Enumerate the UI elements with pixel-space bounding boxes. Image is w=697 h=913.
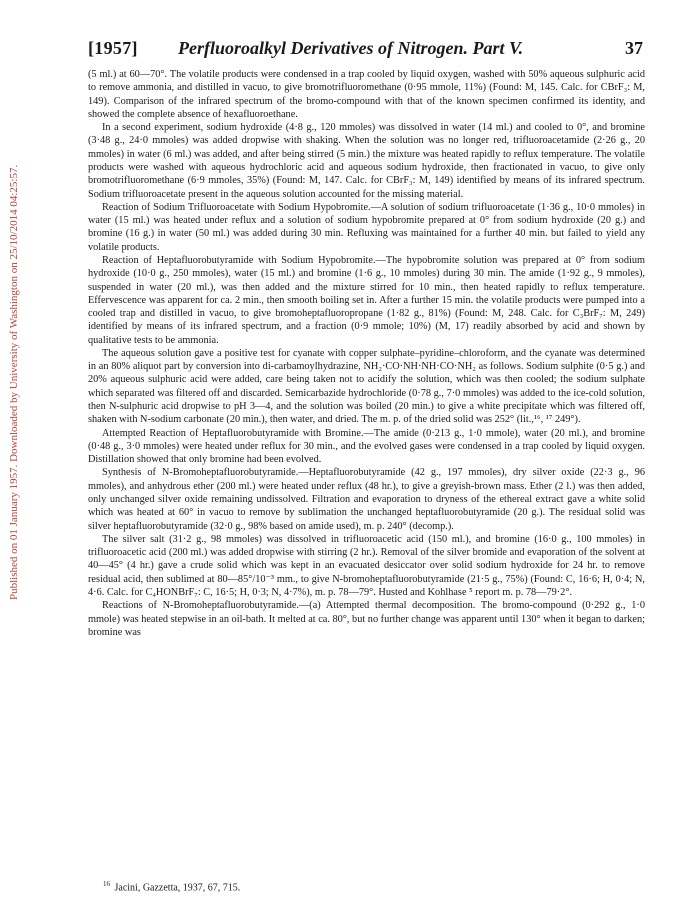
paragraph: In a second experiment, sodium hydroxide (4·8 g., 120 mmoles) was dissolved in water (14 ml.) and cooled to 0°, and bromine (3·48 g., 24·0 mmoles) was added dropwise with shaking. When the solution was no longer red, trifluoroacetamide (2·26 g., 20 mmoles) in water (6 ml.) was added, and after being stirred (5 min.) the mixture was heated rapidly to reflux temperature. The volatile products were washed with aqueous hydrochloric acid and aqueous sodium hydroxide, then fractionated in vacuo, to give only bromotrifluoromethane (6·9 mmoles, 35%) (Found: M, 147. Calc. for CBrF₃: M, 149) identified by means of its infrared spectrum. Sodium trifluoroacetate present in the aqueous solution accounted for the missing material. [88, 122, 645, 200]
download-notice-sidebar [4, 130, 24, 600]
page-number: 37 [625, 38, 643, 58]
paragraph: Reaction of Sodium Trifluoroacetate with Sodium Hypobromite.—A solution of sodium trifluoroacetate (1·36 g., 10·0 mmoles) in water (15 ml.) was heated under reflux and a solution of sodium hypobromite prepared at 0° from sodium hydroxide (20 g.) and bromine (16 g.) in water (50 ml.) was added during 30 min. Refluxing was maintained for a further 40 min. but failed to yield any volatile products. [88, 201, 645, 253]
header-year: [1957] [88, 38, 138, 58]
paragraph: Reactions of N-Bromoheptafluorobutyramide.—(a) Attempted thermal decomposition. The bromo-compound (0·292 g., 1·0 mmole) was heated stepwise in an oil-bath. It melted at ca. 80°, but no further change was apparent until 130° when it began to darken; bromine was [88, 600, 645, 638]
paragraph: The aqueous solution gave a positive test for cyanate with copper sulphate–pyridine–chloroform, and the cyanate was determined in an 80% aliquot part by conversion into di-carbamoylhydrazine, NH₂·CO·NH·NH·CO·NH₂ as follows. Sodium sulphite (0·5 g.) and 20% aqueous sulphuric acid were added, care being taken not to acidify the solution, which was then cooled; the sodium sulphate which separated was filtered off and discarded. Semicarbazide hydrochloride (0·78 g., 7·0 mmoles) was added to the ice-cold solution, then N-sulphuric acid dropwise to pH 3—4, and the solution was boiled (20 min.) to give a white precipitate which was filtered off, shaken with N-sodium carbonate (20 min.), then water, and dried. The m. p. of the dried solid was 252° (lit.,¹⁶, ¹⁷ 249°). [88, 347, 645, 426]
article-body [88, 68, 645, 639]
footnote-marker: 16 [103, 880, 110, 888]
footnote-text: Jacini, Gazzetta, 1937, 67, 715. [114, 882, 241, 894]
paragraph: (5 ml.) at 60—70°. The volatile products were condensed in a trap cooled by liquid oxygen, washed with 50% aqueous sulphuric acid to remove ammonia, and distilled in vacuo, to give bromotrifluoromethane (0·95 mmole, 11%) (Found: M, 145. Calc. for CBrF₃: M, 149). Comparison of the infrared spectrum of the bromo-compound with that of the known specimen confirmed its identity, and showed the complete absence of hexafluoroethane. [88, 69, 645, 120]
header-title: Perfluoroalkyl Derivatives of Nitrogen. Part V. [178, 38, 524, 58]
paragraph: Reaction of Heptafluorobutyramide with Sodium Hypobromite.—The hypobromite solution was prepared at 0° from sodium hydroxide (10·0 g., 250 mmoles), water (15 ml.) and bromine (1·6 g., 10 mmoles) during 30 min. The amide (1·92 g., 9 mmoles), suspended in water (20 ml.), was then added and the mixture stirred for 10 min., then heated rapidly to reflux temperature. Effervescence was apparent for ca. 2 min., then smooth boiling set in. After a further 15 min. the volatile products were pumped into a cooled trap and distilled in vacuo, to give bromoheptafluoropropane (1·82 g., 81%) (Found: M, 248. Calc. for C₃BrF₇: M, 249) identified by means of its infrared spectrum, and a fraction (0·9 mmole; 10%) (M, 17) readily absorbed by acid and shown by qualitative tests to be ammonia. [88, 254, 645, 346]
paragraph: The silver salt (31·2 g., 98 mmoles) was dissolved in trifluoroacetic acid (150 ml.), and bromine (16·0 g., 100 mmoles) in trifluoroacetic acid (200 ml.) was added dropwise with stirring (2 hr.). Removal of the silver bromide and evaporation of the solvent at 40—45° (4 hr.) gave a crude solid which was kept in an evacuated desiccator over solid sodium hydroxide for 24 hr. to remove residual acid, then sublimed at 80—85°/10⁻³ mm., to give N-bromoheptafluorobutyramide (21·5 g., 75%) (Found: C, 16·6; H, 0·4; N, 4·6. Calc. for C₄HONBrF₇: C, 16·5; H, 0·3; N, 4·7%), m. p. 78—79°. Husted and Kohlhase ⁵ report m. p. 78—79·2°. [88, 533, 645, 598]
download-notice-text[interactable]: Published on 01 January 1957. Downloaded by University of Washington on 25/10/2014 04:25:57. [8, 164, 20, 600]
footnote [103, 880, 240, 893]
paragraph: Synthesis of N-Bromoheptafluorobutyramide.—Heptafluorobutyramide (42 g., 197 mmoles), dry silver oxide (22·3 g., 96 mmoles), and anhydrous ether (200 ml.) were heated under reflux (48 hr.), to give a greyish-brown mass. Ether (2 l.) was then added, only unchanged silver oxide remaining undissolved. Filtration and evaporation to dryness of the ethereal extract gave a white solid which was heated at 60° in vacuo to remove by sublimation the unchanged heptafluorobutyramide (20 g.). The residual solid was silver heptafluorobutyramide (32·0 g., 98% based on amide used), m. p. 240° (decomp.). [88, 467, 645, 532]
running-header [88, 38, 643, 64]
paragraph: Attempted Reaction of Heptafluorobutyramide with Bromine.—The amide (0·213 g., 1·0 mmole), water (20 ml.), and bromine (0·48 g., 3·0 mmoles) were heated under reflux for 30 min., and the evolved gases were condensed in a trap cooled by liquid oxygen. Distillation showed that only bromine had been evolved. [88, 427, 645, 466]
